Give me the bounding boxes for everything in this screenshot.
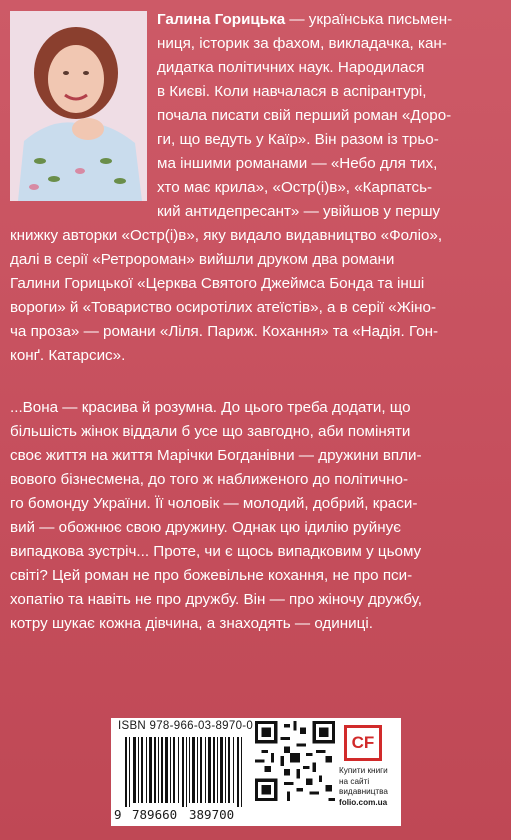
qr-code-image: [255, 721, 335, 801]
bio-line: ча проза» — романи «Ліля. Париж. Кохання» та «Надія. Гон-: [10, 323, 439, 340]
synopsis-line: випадкова зустріч... Проте, чи є щось випадковим у цьому: [10, 543, 422, 560]
bio-line: ги, що ведуть у Каїр». Він разом із трьо-: [157, 131, 439, 148]
synopsis-line: світі? Цей роман не про божевільне кохання, не про пси-: [10, 567, 413, 584]
bio-line: дидатка політичних наук. Народилася: [157, 59, 425, 76]
bio-line: Галини Горицької «Церква Святого Джеймса Бонда та інші: [10, 275, 425, 292]
barcode-first-digit: 9: [114, 807, 122, 822]
author-portrait-image: [10, 11, 147, 201]
bio-line: конґ. Катарсис».: [10, 347, 126, 364]
barcode-group-right: 389700: [189, 807, 235, 822]
synopsis-line: хопатію та навіть не про дружбу. Він — про жіночу дружбу,: [10, 591, 422, 608]
bio-line: книжку авторки «Остр(і)в», яку видало видавництво «Фоліо»,: [10, 227, 443, 244]
synopsis-line: вий — обожнює свою дружину. Однак цю ідилію руйнує: [10, 519, 401, 536]
author-photo: [10, 11, 147, 201]
buy-line: на сайті: [339, 776, 370, 786]
bio-line: в Києві. Коли навчалася в аспірантурі,: [157, 83, 427, 100]
synopsis-line: котру шукає кожна дівчина, а знаходять — одиниці.: [10, 615, 373, 632]
barcode-group-left: 789660: [132, 807, 178, 822]
buy-line: Купити книги: [339, 766, 388, 775]
isbn-number: ISBN 978-966-03-8970-0: [118, 720, 254, 732]
synopsis-line: го бомонду України. Її чоловік — молодий, добрий, краси-: [10, 495, 418, 512]
bio-line: хто має крила», «Остр(і)в», «Карпатсь-: [157, 179, 433, 196]
buy-line: видавництва: [339, 787, 388, 796]
synopsis-line: більшість жінок віддали б усе що завгодно, аби поміняти: [10, 423, 411, 440]
bio-line: вороги» й «Товариство осиротілих атеїстів», а в серії «Жіно-: [10, 299, 437, 316]
bio-line-1: Галина Горицька — українська письмен-: [157, 11, 453, 28]
bio-line: кий антидепресант» — увійшов у першу: [157, 203, 441, 220]
publisher-logo-text: CF: [351, 733, 375, 752]
qr-code: [255, 721, 335, 801]
synopsis-line: вового бізнесмена, до того ж наближеного до політично-: [10, 471, 409, 488]
author-name: Галина Горицька: [157, 11, 286, 28]
bio-line: ма іншими романами — «Небо для тих,: [157, 155, 438, 172]
synopsis-line: своє життя на життя Марічки Богданівни — дружини впли-: [10, 447, 422, 464]
bio-line: далі в серії «Ретророман» вийшли друком два романи: [10, 251, 395, 268]
ean-barcode: [125, 737, 249, 807]
buy-info: [339, 766, 401, 808]
bio-line: ниця, історик за фахом, викладачка, кан-: [157, 35, 447, 52]
synopsis-line: ...Вона — красива й розумна. До цього треба додати, що: [10, 399, 411, 416]
bio-line: почала писати свій перший роман «Доро-: [157, 107, 452, 124]
publisher-url: folio.com.ua: [339, 797, 388, 807]
publisher-logo: [344, 725, 382, 761]
